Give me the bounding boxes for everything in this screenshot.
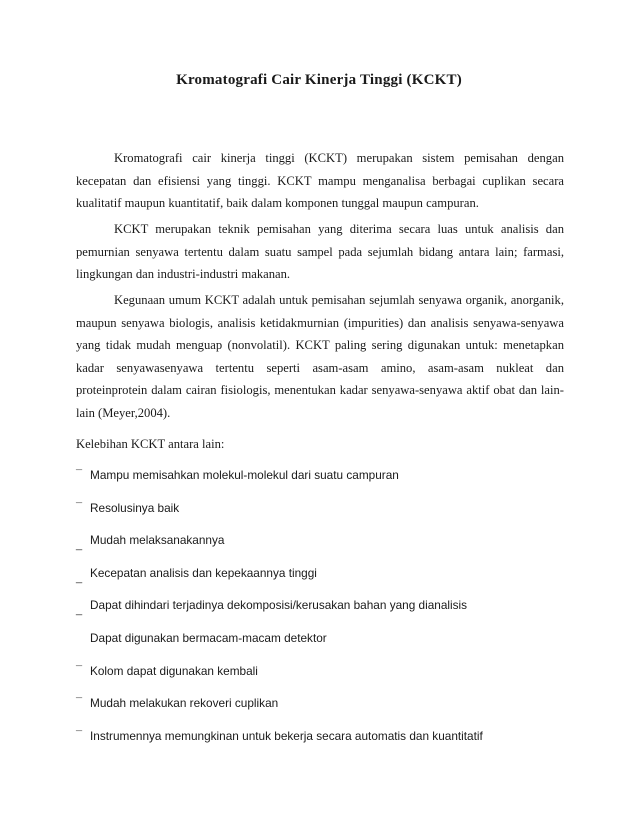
list-item [76, 629, 576, 662]
list-item-text: Resolusinya baik [90, 500, 180, 515]
list-item-text: Mudah melaksanakannya [90, 533, 225, 548]
paragraph-definition: Kromatografi cair kinerja tinggi (KCKT) merupakan sistem pemisahan dengan kecepatan dan efisiensi yang tinggi. KCKT mampu menganalisa berbagai cuplikan secara kualitatif maupun kuantitatif, baik dalam komponen tunggal maupun campuran. [76, 151, 564, 210]
bullet-mark: ¯ [76, 469, 83, 481]
bullet-mark: _ [76, 571, 83, 584]
list-item [76, 499, 576, 532]
list-item-text: Instrumennya memungkinan untuk bekerja secara automatis dan kuantitatif [90, 728, 483, 743]
bullet-mark: ¯ [76, 729, 83, 742]
list-item-text: Dapat dihindari terjadinya dekomposisi/kerusakan bahan yang dianalisis [90, 598, 468, 613]
list-item [76, 727, 576, 760]
list-item [76, 662, 576, 695]
list-item [76, 596, 576, 629]
bullet-mark: _ [76, 604, 83, 617]
bullet-mark: ¯ [76, 501, 83, 514]
list-item [76, 531, 576, 564]
advantages-intro: Kelebihan KCKT antara lain: [76, 437, 225, 451]
bullet-mark: ¯ [76, 697, 83, 710]
bullet-mark: ¯ [76, 664, 83, 677]
list-item-text: Kolom dapat digunakan kembali [90, 663, 258, 678]
bullet-mark: _ [76, 539, 83, 552]
paragraph-technique: KCKT merupakan teknik pemisahan yang diterima secara luas untuk analisis dan pemurnian senyawa tertentu dalam suatu sampel pada sejumlah bidang antara lain; farmasi, lingkungan dan industri-industri makanan. [76, 222, 564, 281]
list-item [76, 466, 576, 499]
advantages-list [76, 466, 576, 759]
paragraph-usage: Kegunaan umum KCKT adalah untuk pemisahan sejumlah senyawa organik, anorganik, maupun senyawa biologis, analisis ketidakmurnian (impurities) dan analisis senyawa-senyawa yang tidak mudah menguap (nonvolatil). KCKT paling sering digunakan untuk: menetapkan kadar senyawasenyawa tertentu seperti asam-asam amino, asam-asam nukleat dan proteinprotein dalam cairan fisiologis, menentukan kadar senyawa-senyawa aktif obat dan lain-lain (Meyer,2004). [76, 293, 564, 420]
document-title: Kromatografi Cair Kinerja Tinggi (KCKT) [176, 72, 462, 88]
list-item-text: Dapat digunakan bermacam-macam detektor [90, 630, 327, 645]
list-item-text: Mampu memisahkan molekul-molekul dari suatu campuran [90, 468, 399, 482]
list-item [76, 694, 576, 727]
list-item-text: Mudah melakukan rekoveri cuplikan [90, 696, 279, 711]
list-item [76, 564, 576, 597]
list-item-text: Kecepatan analisis dan kepekaannya tinggi [90, 565, 317, 580]
